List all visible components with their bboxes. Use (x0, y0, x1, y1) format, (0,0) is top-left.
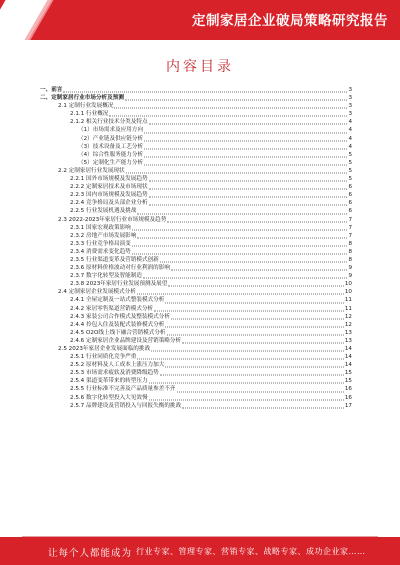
toc-entry[interactable] (40, 159, 352, 167)
toc-entry-title: 2.3.3 行业竞争格局演变 (70, 240, 131, 247)
toc-leader-dots (182, 407, 344, 408)
toc-page-number: 10 (344, 281, 352, 288)
toc-entry[interactable] (40, 86, 352, 94)
toc-entry[interactable] (40, 102, 352, 110)
toc-page-number: 3 (348, 111, 352, 118)
toc-entry-title: 2.2.3 国内市场规模及发展趋势 (70, 192, 148, 199)
toc-entry-title: 2.5.6 数字化转型投入大见效慢 (70, 394, 148, 401)
toc-leader-dots (144, 140, 347, 141)
toc-entry-title: 2.4.2 家居零售渠道营销模式分析 (70, 305, 154, 312)
toc-leader-dots (149, 189, 348, 190)
toc-page-number: 12 (344, 321, 352, 328)
footer-roles: 行业专家、管理专家、营销专家、战略专家、成功企业家…… (136, 547, 366, 556)
toc-page-number: 4 (348, 143, 352, 150)
toc-entry-title: 二、定制家居行业市场分析及预测 (40, 95, 124, 102)
toc-leader-dots (144, 148, 347, 149)
toc-entry-title: 2.3.1 国家宏观政策影响 (70, 224, 131, 231)
toc-entry[interactable] (40, 240, 352, 248)
table-of-contents (40, 86, 352, 410)
toc-entry[interactable] (40, 224, 352, 232)
toc-entry[interactable] (40, 143, 352, 151)
toc-leader-dots (165, 302, 344, 303)
toc-heading: 内容目录 (166, 59, 234, 75)
toc-entry[interactable] (40, 216, 352, 224)
toc-entry[interactable] (40, 94, 352, 102)
toc-entry-title: 2.5.3 市场需求疲软及消费降级趋势 (70, 370, 159, 377)
toc-page-number: 15 (344, 378, 352, 385)
toc-entry-title: 2.3.8 2023年家居行业发展预测及展望 (70, 281, 168, 288)
toc-entry-title: 2.5.1 行业同质化竞争严重 (70, 354, 137, 361)
toc-entry[interactable] (40, 280, 352, 288)
toc-page-number: 5 (348, 167, 352, 174)
toc-entry[interactable] (40, 183, 352, 191)
toc-page-number: 5 (348, 176, 352, 183)
footer-slogan: 让每个人都能成为 (48, 548, 133, 559)
toc-leader-dots (144, 164, 347, 165)
toc-leader-dots (132, 229, 348, 230)
toc-leader-dots (149, 197, 348, 198)
toc-leader-dots (167, 334, 344, 335)
toc-page-number: 5 (348, 151, 352, 158)
toc-page-number: 4 (348, 119, 352, 126)
toc-page-number: 4 (348, 127, 352, 134)
toc-leader-dots (177, 391, 344, 392)
toc-leader-dots (114, 108, 347, 109)
toc-entry[interactable] (40, 402, 352, 410)
toc-entry-title: 2.1.1 行业概况 (70, 111, 109, 118)
toc-entry-title: 2.2.2 定制家居技术及市场现状 (70, 184, 148, 191)
toc-entry[interactable] (40, 110, 352, 118)
toc-entry-title: 2.4.6 定制家居企业品牌建设及营销策略分析 (70, 337, 182, 344)
toc-page-number: 16 (344, 394, 352, 401)
toc-entry-title: 2.5.4 渠道变革带来的转型压力 (70, 378, 148, 385)
toc-page-number: 7 (348, 232, 352, 239)
report-title: 定制家居企业破局策略研究报告 (192, 13, 388, 29)
toc-page-number: 14 (344, 354, 352, 361)
toc-entry[interactable] (40, 118, 352, 126)
toc-entry[interactable] (40, 264, 352, 272)
toc-entry-title: 2.3.6 原材料价格波动对行业利润的影响 (70, 265, 170, 272)
toc-page-number: 3 (348, 87, 352, 93)
toc-leader-dots (160, 262, 348, 263)
toc-entry[interactable] (40, 288, 352, 296)
report-header (0, 0, 400, 40)
toc-entry-title: 2.4.3 家装公司合作模式及整装模式分析 (70, 313, 170, 320)
toc-page-number: 8 (348, 256, 352, 263)
toc-entry[interactable] (40, 345, 352, 353)
toc-leader-dots (149, 124, 348, 125)
toc-entry-title: 2.2.5 行业发展机遇及挑战 (70, 208, 137, 215)
toc-leader-dots (171, 318, 344, 319)
toc-entry[interactable] (40, 305, 352, 313)
toc-entry-title: 2.3.5 行业渠道变革及营销模式创新 (70, 256, 159, 263)
toc-page-number: 11 (344, 305, 352, 312)
toc-page-number: 9 (348, 265, 352, 272)
toc-entry[interactable] (40, 207, 352, 215)
toc-leader-dots (137, 213, 347, 214)
toc-entry[interactable] (40, 329, 352, 337)
toc-entry[interactable] (40, 167, 352, 175)
toc-entry[interactable] (40, 232, 352, 240)
toc-leader-dots (165, 367, 344, 368)
toc-entry[interactable] (40, 151, 352, 159)
toc-page-number: 5 (348, 159, 352, 166)
toc-leader-dots (165, 326, 344, 327)
toc-entry-title: 2.5 2023年家居企业发展面临的挑战 (58, 346, 151, 352)
toc-entry[interactable] (40, 394, 352, 402)
toc-entry[interactable] (40, 296, 352, 304)
toc-entry[interactable] (40, 199, 352, 207)
toc-entry[interactable] (40, 361, 352, 369)
toc-entry-title: 2.5.7 品牌建设及营销投入与回报失衡的挑战 (70, 402, 182, 409)
toc-page-number: 7 (348, 224, 352, 231)
toc-leader-dots (167, 221, 347, 222)
toc-leader-dots (151, 351, 344, 352)
toc-leader-dots (144, 156, 347, 157)
toc-leader-dots (132, 245, 348, 246)
toc-leader-dots (149, 181, 348, 182)
toc-entry[interactable] (40, 377, 352, 385)
toc-entry[interactable] (40, 369, 352, 377)
toc-leader-dots (171, 270, 348, 271)
toc-entry[interactable] (40, 175, 352, 183)
toc-entry-title: （4）综合性服务能力分析 (78, 151, 144, 158)
toc-entry[interactable] (40, 272, 352, 280)
toc-entry-title: 2.3.7 数字化转型及智能制造 (70, 273, 142, 280)
toc-entry-title: 2.3 2022-2023年家居行业市场规模及趋势 (58, 216, 167, 223)
toc-entry-title: （2）产业链及供应链分析 (78, 135, 144, 142)
page-footer (0, 537, 400, 565)
toc-page-number: 4 (348, 135, 352, 142)
toc-page-number: 11 (344, 297, 352, 304)
toc-entry-title: 一、前言 (40, 87, 63, 93)
toc-entry-title: 2.2.4 竞争格局及头部企业分析 (70, 200, 148, 207)
toc-page-number: 10 (344, 289, 352, 296)
toc-entry-title: 2.4.5 O2O线上线下融合营销模式分析 (70, 329, 166, 336)
toc-page-number: 7 (348, 216, 352, 223)
toc-page-number: 12 (344, 313, 352, 320)
toc-entry[interactable] (40, 248, 352, 256)
toc-entry-title: （1）市场需求及应用方向 (78, 127, 144, 134)
toc-page-number: 8 (348, 240, 352, 247)
toc-entry-title: 2.2.1 国外市场规模及发展趋势 (70, 176, 148, 183)
toc-entry[interactable] (40, 191, 352, 199)
toc-leader-dots (149, 205, 348, 206)
toc-entry-title: 2.1.2 相关行业技术分类及特点 (70, 119, 148, 126)
toc-page-number: 16 (344, 386, 352, 393)
toc-page-number: 3 (348, 95, 352, 102)
toc-page-number: 14 (344, 362, 352, 369)
toc-page-number: 8 (348, 248, 352, 255)
toc-entry-title: 2.4.1 全屋定制及一站式整装模式分析 (70, 297, 165, 304)
toc-entry-title: （3）技术设备及工艺分析 (78, 143, 144, 150)
toc-entry[interactable] (40, 313, 352, 321)
toc-page-number: 6 (348, 192, 352, 199)
toc-entry[interactable] (40, 126, 352, 134)
toc-page-number: 15 (344, 370, 352, 377)
toc-entry-title: 2.1 定制行业发展概况 (58, 103, 114, 110)
toc-leader-dots (132, 253, 348, 254)
toc-entry-title: （5）定制化生产能力分析 (78, 159, 144, 166)
toc-entry[interactable] (40, 337, 352, 345)
toc-page-number: 6 (348, 208, 352, 215)
toc-leader-dots (126, 173, 348, 174)
toc-entry-title: 2.2 定制家居行业发展现状 (58, 167, 125, 174)
toc-leader-dots (109, 116, 347, 117)
toc-entry[interactable] (40, 385, 352, 393)
toc-entry-title: 2.3.4 消费需求变化趋势 (70, 248, 131, 255)
toc-leader-dots (168, 286, 344, 287)
toc-leader-dots (125, 100, 348, 101)
toc-entry[interactable] (40, 135, 352, 143)
toc-page-number: 13 (344, 337, 352, 344)
toc-page-number: 6 (348, 184, 352, 191)
toc-entry[interactable] (40, 256, 352, 264)
toc-leader-dots (144, 132, 347, 133)
toc-leader-dots (63, 92, 347, 93)
toc-leader-dots (143, 278, 347, 279)
toc-leader-dots (137, 237, 347, 238)
toc-entry-title: 2.5.2 原材料及人工成本上涨压力加大 (70, 362, 165, 369)
toc-page-number: 13 (344, 329, 352, 336)
toc-leader-dots (137, 359, 344, 360)
toc-leader-dots (154, 310, 344, 311)
toc-page-number: 3 (348, 103, 352, 110)
toc-leader-dots (160, 375, 344, 376)
toc-page-number: 14 (344, 346, 352, 352)
toc-entry-title: 2.4 定制家居企业发展模式分析 (58, 289, 136, 296)
toc-leader-dots (182, 343, 344, 344)
toc-leader-dots (137, 294, 344, 295)
toc-leader-dots (149, 399, 344, 400)
toc-page-number: 6 (348, 200, 352, 207)
toc-entry-title: 2.5.5 行业标准不完善及产品质量参差不齐 (70, 386, 176, 393)
toc-page-number: 9 (348, 273, 352, 280)
toc-leader-dots (149, 383, 344, 384)
toc-entry-title: 2.4.4 拎包入住及装配式装修模式分析 (70, 321, 165, 328)
toc-entry-title: 2.3.2 房地产市场发展影响 (70, 232, 137, 239)
toc-entry[interactable] (40, 353, 352, 361)
toc-page-number: 17 (344, 402, 352, 409)
toc-entry[interactable] (40, 321, 352, 329)
